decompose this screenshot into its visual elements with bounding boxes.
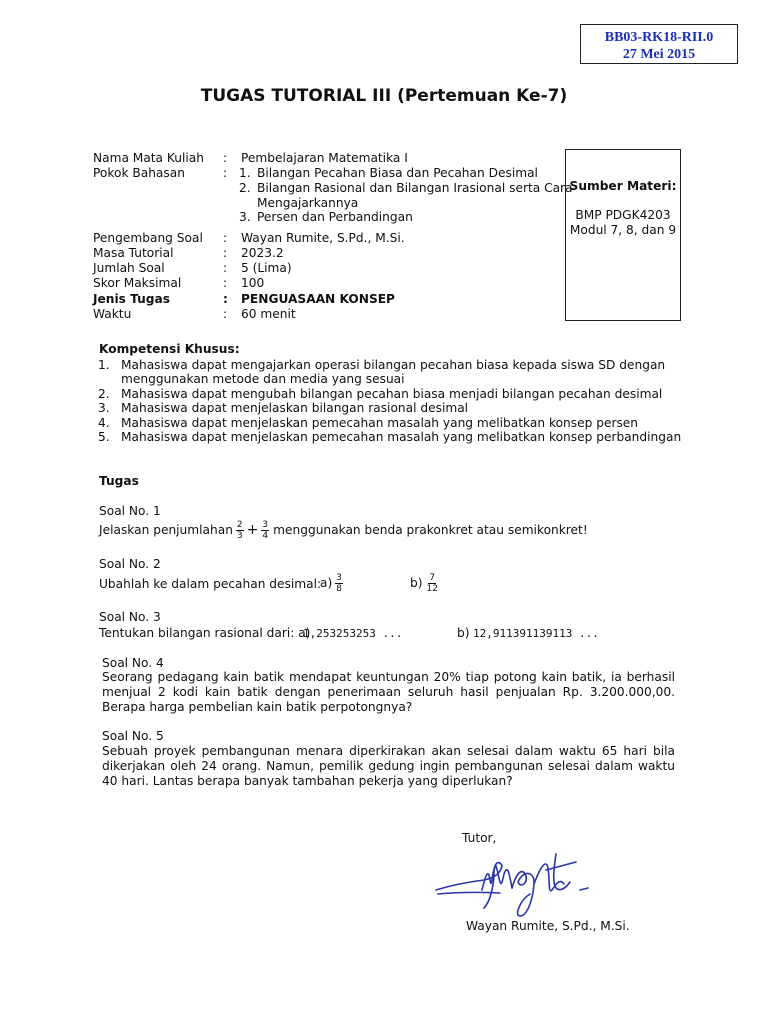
fraction (236, 520, 244, 541)
numerator: 3 (336, 572, 342, 583)
question-3-label: Soal No. 3 (99, 610, 161, 624)
tutor-name: Wayan Rumite, S.Pd., M.Si. (466, 919, 630, 933)
question-4-label: Soal No. 4 (102, 656, 164, 670)
source-modules: Modul 7, 8, dan 9 (569, 223, 677, 237)
question-1-suffix: menggunakan benda prakonkret atau semikonkret! (273, 523, 588, 537)
question-2-label: Soal No. 2 (99, 557, 161, 571)
document-code-box (580, 24, 738, 64)
denominator: 3 (236, 530, 243, 541)
fraction (335, 573, 343, 594)
colon: : (223, 231, 228, 245)
topic-item: Mengajarkannya (257, 196, 359, 210)
colon: : (223, 276, 228, 290)
topic-item: Bilangan Rasional dan Bilangan Irasional serta Cara (257, 181, 573, 195)
colon: : (223, 307, 228, 321)
question-3-option-b: 12,911391139113 ... (473, 627, 599, 640)
question-1-prefix: Jelaskan penjumlahan (99, 523, 233, 537)
numerator: 2 (236, 519, 243, 530)
value-masa: 2023.2 (241, 246, 284, 260)
fraction (261, 520, 269, 541)
colon: : (223, 166, 228, 180)
topic-number: 3. (239, 210, 251, 224)
denominator: 12 (426, 583, 438, 594)
value-jumlah: 5 (Lima) (241, 261, 292, 275)
label-pengembang: Pengembang Soal (93, 231, 203, 245)
signature (430, 838, 610, 922)
colon: : (223, 246, 228, 260)
value-jenis: PENGUASAAN KONSEP (241, 292, 395, 306)
competency-number: 5. (98, 430, 110, 444)
competency-heading: Kompetensi Khusus: (99, 342, 240, 356)
competency-item: Mahasiswa dapat mengajarkan operasi bilangan pecahan biasa kepada siswa SD dengan (121, 358, 666, 372)
value-pengembang: Wayan Rumite, S.Pd., M.Si. (241, 231, 405, 245)
topic-number: 2. (239, 181, 251, 195)
question-2-option-b (410, 570, 440, 596)
competency-number: 4. (98, 416, 110, 430)
tutor-label: Tutor, (462, 831, 497, 845)
document-code: BB03-RK18-RII.0 (604, 30, 714, 45)
topic-number: 1. (239, 166, 251, 180)
competency-item: Mahasiswa dapat mengubah bilangan pecahan biasa menjadi bilangan pecahan desimal (121, 387, 663, 401)
competency-number: 2. (98, 387, 110, 401)
colon: : (223, 261, 228, 275)
label-masa: Masa Tutorial (93, 246, 174, 260)
topic-item: Bilangan Pecahan Biasa dan Pecahan Desimal (257, 166, 538, 180)
fraction (426, 573, 439, 594)
question-2-option-a (320, 570, 344, 596)
question-2-text: Ubahlah ke dalam pecahan desimal: (99, 577, 322, 591)
label-jenis: Jenis Tugas (93, 292, 171, 306)
competency-item: Mahasiswa dapat menjelaskan pemecahan masalah yang melibatkan konsep perbandingan (121, 430, 682, 444)
value-waktu: 60 menit (241, 307, 296, 321)
source-book: BMP PDGK4203 (575, 208, 671, 222)
tasks-heading: Tugas (99, 474, 139, 488)
question-3-text: Tentukan bilangan rasional dari: a) (99, 626, 311, 640)
document-date: 27 Mei 2015 (622, 47, 696, 62)
competency-item: Mahasiswa dapat menjelaskan bilangan rasional desimal (121, 401, 469, 415)
question-5-label: Soal No. 5 (102, 729, 164, 743)
competency-item: Mahasiswa dapat menjelaskan pemecahan masalah yang melibatkan konsep persen (121, 416, 639, 430)
label-waktu: Waktu (93, 307, 132, 321)
denominator: 8 (336, 583, 342, 594)
source-title: Sumber Materi: (569, 179, 677, 193)
colon: : (223, 151, 228, 165)
topic-item: Persen dan Perbandingan (257, 210, 413, 224)
question-4-text: Seorang pedagang kain batik mendapat keuntungan 20% tiap potong kain batik, ia berhasil menjual 2 kodi kain batik dengan penerimaan seluruh hasil penjualan Rp. 3.200.000,00. Berapa harga pembelian kain batik perpotongnya? (102, 670, 675, 714)
option-a-label: a) (320, 576, 333, 590)
option-b-label: b) (410, 576, 423, 590)
question-3-option-b-label: b) (457, 626, 470, 640)
competency-number: 1. (98, 358, 110, 372)
plus-sign: + (246, 522, 259, 538)
numerator: 3 (262, 519, 269, 530)
value-skor: 100 (241, 276, 265, 290)
value-mata-kuliah: Pembelajaran Matematika I (241, 151, 408, 165)
label-skor: Skor Maksimal (93, 276, 182, 290)
denominator: 4 (262, 530, 269, 541)
question-5-text: Sebuah proyek pembangunan menara diperkirakan akan selesai dalam waktu 65 hari bila dikerjakan oleh 24 orang. Namun, pemilik gedung ingin pembangunan selesai dalam waktu 40 hari. Lantas berapa banyak tambahan pekerja yang diperlukan? (102, 744, 675, 788)
label-jumlah: Jumlah Soal (93, 261, 165, 275)
source-box (565, 149, 681, 321)
competency-item: menggunakan metode dan media yang sesuai (121, 372, 405, 386)
colon: : (223, 292, 228, 306)
competency-number: 3. (98, 401, 110, 415)
page-title: TUGAS TUTORIAL III (Pertemuan Ke-7) (200, 86, 568, 106)
label-pokok-bahasan: Pokok Bahasan (93, 166, 185, 180)
numerator: 7 (429, 572, 436, 583)
question-1-label: Soal No. 1 (99, 504, 161, 518)
question-1-text (99, 517, 588, 543)
question-3-option-a: 1,253253253 ... (303, 627, 403, 640)
label-mata-kuliah: Nama Mata Kuliah (93, 151, 204, 165)
